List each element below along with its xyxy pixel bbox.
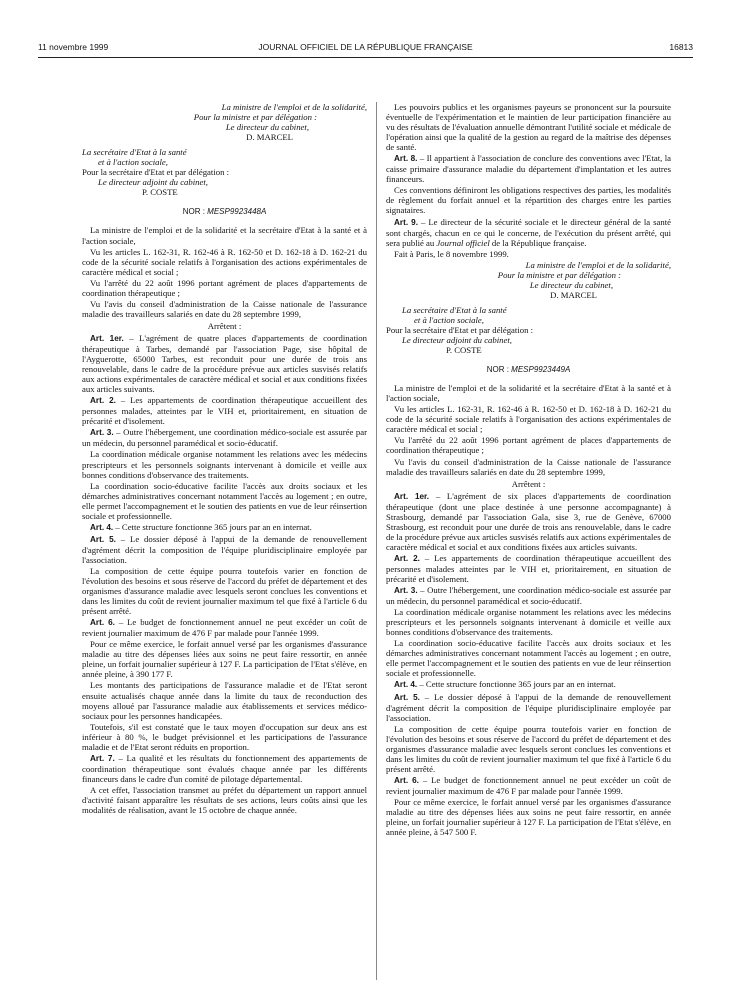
right-signature-secretary <box>386 305 671 355</box>
intro-paragraph: Vu l'arrêté du 22 août 1996 portant agrément de places d'appartements de coordination thérapeutique ; <box>386 435 671 456</box>
article-heading: Art. 6. <box>90 618 115 628</box>
article-1 <box>82 333 367 394</box>
article-text: – Le directeur de la sécurité sociale et le directeur général de la santé sont chargés, chacun en ce qui le concerne, de l'exécution du présent arrêté, qui sera publié au <box>386 216 671 248</box>
article-paragraph: La composition de cette équipe pourra toutefois varier en fonction de l'évolution des besoins et sous réserve de l'accord du préfet de département et des organismes d'assurance maladie avec lesquels seront conclues les conventions et dans les limites du coût de revient journalier maximum tel que fixé à l'article 6 du présent arrêté. <box>386 723 671 774</box>
sig-line: Le directeur adjoint du cabinet, <box>402 335 512 346</box>
nor-label: NOR : <box>486 365 509 375</box>
article-heading: Art. 2. <box>394 553 420 563</box>
article-4 <box>386 679 671 690</box>
sig-line: La secrétaire d'Etat à la santé <box>82 147 187 158</box>
article-paragraph: Pour ce même exercice, le forfait annuel versé par les organismes d'assurance maladie au titre des dépenses liées aux soins ne peut faire ressortir, en année pleine, un forfait journalier supérieur à 127 F. La participation de l'Etat s'élève, en année pleine, à 547 500 F. <box>386 797 671 838</box>
article-heading: Art. 1er. <box>90 333 124 343</box>
fait-a-paris: Fait à Paris, le 8 novembre 1999. <box>394 248 509 259</box>
article-text: – Outre l'hébergement, une coordination médico-sociale est assurée par un médecin, du personnel paramédical et socio-éducatif. <box>82 427 367 449</box>
article-heading: Art. 1er. <box>394 491 430 501</box>
arretent-heading: Arrêtent : <box>511 478 546 489</box>
header-rule <box>38 57 693 58</box>
article-3 <box>386 585 671 606</box>
article-text: – Cette structure fonctionne 365 jours par an en internat. <box>113 521 312 532</box>
sig-line: et à l'action sociale, <box>414 314 484 325</box>
article-text: – Le dossier déposé à l'appui de la demande de renouvellement d'agrément décrit la composition de l'équipe pluridisciplinaire employée par l'association. <box>82 533 367 565</box>
sig-line: Pour la ministre et par délégation : <box>193 112 317 123</box>
column-divider <box>376 102 377 980</box>
article-heading: Art. 5. <box>394 692 420 702</box>
article-paragraph: La coordination socio-éducative facilite l'accès aux droits sociaux et les démarches administratives concernant notamment l'accès au logement ; en outre, elle permet l'accompagnement et le soutien des patients en vue de leur réinsertion sociale et professionnelle. <box>386 638 671 679</box>
header-journal-title: JOURNAL OFFICIEL DE LA RÉPUBLIQUE FRANÇAISE <box>258 42 473 52</box>
article-6 <box>82 617 367 638</box>
article-paragraph: La coordination socio-éducative facilite l'accès aux droits sociaux et les démarches administratives concernant notamment l'accès au logement ; en outre, elle permet l'accompagnement et le soutien des patients en vue de leur réinsertion sociale et professionnelle. <box>82 480 367 521</box>
article-paragraph: Ces conventions définiront les obligations respectives des parties, les modalités de règlement du forfait annuel et la répartition des charges entre les parties signataires. <box>386 185 671 216</box>
article-9 <box>386 217 671 248</box>
arretent-heading: Arrêtent : <box>207 320 242 331</box>
sig-line: La ministre de l'emploi et de la solidarité, <box>221 102 367 112</box>
article-text: – Les appartements de coordination thérapeutique accueillent des personnes malades, atteintes par le VIH et, prioritairement, en situation de précarité et d'isolement. <box>82 395 367 427</box>
article-8 <box>386 153 671 184</box>
article-text: – Le budget de fonctionnement annuel ne peut excéder un coût de revient journalier maximum de 476 F par malade pour l'année 1999. <box>82 617 367 639</box>
article-paragraph: A cet effet, l'association transmet au préfet du département un rapport annuel d'activité faisant apparaître les résultats de ses actions, leurs coûts ainsi que les modalités de réalisation, avant le 15 octobre de chaque année. <box>82 784 367 816</box>
sig-line: P. COSTE <box>142 187 178 198</box>
article-text: – Les appartements de coordination thérapeutique accueillent des personnes malades atteintes par le VIH et, prioritairement, en situation de précarité et d'isolement. <box>386 552 671 585</box>
right-column <box>386 102 671 838</box>
sig-line: D. MARCEL <box>550 289 597 300</box>
article-6 <box>386 775 671 796</box>
article-paragraph: La composition de cette équipe pourra toutefois varier en fonction de l'évolution des besoins et sous réserve de l'accord du préfet de département et des organismes d'assurance maladie avec lesquels seront conclues les conventions et dans les limites du coût de revient journalier maximum tel que fixé à l'article 6 du présent arrêté. <box>82 565 367 617</box>
article-text: – Le dossier déposé à l'appui de la demande de renouvellement d'agrément décrit la composition de l'équipe pluridisciplinaire employée par l'association. <box>386 691 671 723</box>
article-paragraph: Toutefois, s'il est constaté que le taux moyen d'occupation sur deux ans est inférieur à 80 %, le budget prévisionnel et les participations de l'assurance maladie et de l'Etat seront réduits en proportion. <box>82 721 367 752</box>
page-header <box>38 42 693 56</box>
article-text: – La qualité et les résultats du fonctionnement des appartements de coordination thérapeutique sont évalués chaque année par les différents financeurs dans le cadre d'un comité de pilotage départemental. <box>82 752 367 784</box>
intro-paragraph: Vu l'arrêté du 22 août 1996 portant agrément de places d'appartements de coordination thérapeutique ; <box>82 277 367 298</box>
intro-paragraph: Vu les articles L. 162-31, R. 162-46 à R. 162-50 et D. 162-18 à D. 162-21 du code de la sécurité sociale relatifs à l'organisation des actions expérimentales de caractère médical et social ; <box>386 404 671 435</box>
sig-line: Le directeur du cabinet, <box>529 279 613 290</box>
article-text: – Le budget de fonctionnement annuel ne peut excéder un coût de revient journalier maximum de 476 F par malade pour l'année 1999. <box>386 774 671 796</box>
article-text: – L'agrément de six places d'appartements de coordination thérapeutique (dont une place destinée à une personne accompagnante) à Strasbourg, demandé par l'association Gala, sise 3, rue de Genève, 67000 Strasbourg, est reconduit pour une durée de trois ans renouvelable, dans le cadre de la procédure prévue aux articles susvisés relatifs aux actions expérimentales de caractère médical et social et aux conditions fixées aux articles suivants. <box>386 490 671 552</box>
article-heading: Art. 5. <box>90 534 116 544</box>
right-signature-minister <box>386 260 671 300</box>
nor-reference <box>82 207 367 217</box>
left-column <box>82 102 367 816</box>
article-heading: Art. 4. <box>394 680 418 690</box>
sig-line: La ministre de l'emploi et de la solidarité, <box>525 259 671 270</box>
article-heading: Art. 4. <box>90 522 114 532</box>
sig-line: Pour la secrétaire d'Etat et par délégation : <box>82 167 230 178</box>
header-page-number: 16813 <box>669 42 693 52</box>
intro-paragraph: La ministre de l'emploi et de la solidarité et la secrétaire d'Etat à la santé et à l'action sociale, <box>386 383 671 404</box>
sig-line: La secrétaire d'Etat à la santé <box>402 304 507 315</box>
article-5 <box>82 534 367 565</box>
nor-code: MESP9923449A <box>511 365 571 375</box>
journal-officiel-ref: Journal officiel <box>436 237 490 248</box>
sig-line: Le directeur du cabinet, <box>225 122 309 133</box>
intro-paragraph: La ministre de l'emploi et de la solidarité et la secrétaire d'Etat à la santé et à l'action sociale, <box>82 225 367 246</box>
article-5 <box>386 692 671 723</box>
sig-line: Le directeur adjoint du cabinet, <box>98 177 208 188</box>
left-signature-minister <box>82 102 367 142</box>
left-signature-secretary <box>82 147 367 197</box>
article-text: de la République française. <box>489 237 587 248</box>
article-heading: Art. 2. <box>90 396 116 406</box>
article-paragraph: Pour ce même exercice, le forfait annuel versé par les organismes d'assurance maladie au titre des dépenses liées aux soins ne peut faire ressortir, en année pleine, un forfait journalier supérieur à 127 F. La participation de l'Etat s'élève, en année pleine, à 390 177 F. <box>82 639 367 680</box>
nor-code: MESP9923448A <box>207 207 267 217</box>
article-2 <box>386 553 671 584</box>
sig-line: P. COSTE <box>446 345 482 356</box>
article-1 <box>386 491 671 552</box>
article-heading: Art. 9. <box>394 217 419 227</box>
article-heading: Art. 8. <box>394 154 418 164</box>
article-paragraph: Les pouvoirs publics et les organismes payeurs se prononcent sur la poursuite éventuelle de l'expérimentation et le maintien de leur participation financière au vu des résultats de l'évaluation annuelle démontrant l'utilité sociale et médicale de l'opération ainsi que la qualité de la gestion au regard de la maîtrise des dépenses de santé. <box>386 102 671 153</box>
sig-line: Pour la secrétaire d'Etat et par délégation : <box>386 324 534 335</box>
header-date: 11 novembre 1999 <box>38 42 109 52</box>
nor-label: NOR : <box>182 207 205 217</box>
article-heading: Art. 6. <box>394 775 419 785</box>
article-text: – Il appartient à l'association de conclure des conventions avec l'Etat, la caisse primaire d'assurance maladie du département d'implantation et les autres financeurs. <box>386 153 671 185</box>
article-paragraph: Les montants des participations de l'assurance maladie et de l'Etat seront ensuite actualisés chaque année dans la limite du taux de reconduction des moyens alloué par l'assurance maladie aux établissements et services médico-sociaux pour les personnes handicapées. <box>82 680 367 721</box>
article-7 <box>82 753 367 784</box>
sig-line: D. MARCEL <box>246 132 293 143</box>
article-text: – L'agrément de quatre places d'appartements de coordination thérapeutique à Tarbes, demandé par l'association Page, sise hôpital de l'Ayguerotte, 65000 Tarbes, est reconduit pour une durée de trois ans renouvelable, dans le cadre de la procédure prévue aux articles susvisés relatifs aux actions expérimentales de caractère médical et social et aux conditions fixées aux articles suivants. <box>82 332 367 395</box>
article-paragraph: La coordination médicale organise notamment les relations avec les médecins prescripteurs et les personnels soignants intervenant à domicile et veille aux bonnes conditions d'observance des traitements. <box>82 449 367 480</box>
article-3 <box>82 427 367 448</box>
intro-paragraph: Vu l'avis du conseil d'administration de la Caisse nationale de l'assurance maladie des travailleurs salariés en date du 28 septembre 1999, <box>82 298 367 319</box>
article-text: – Cette structure fonctionne 365 jours par an en internat. <box>417 679 616 690</box>
intro-paragraph: Vu l'avis du conseil d'administration de la Caisse nationale de l'assurance maladie des travailleurs salariés en date du 28 septembre 1999, <box>386 456 671 477</box>
nor-reference <box>386 365 671 375</box>
article-2 <box>82 395 367 426</box>
article-text: – Outre l'hébergement, une coordination médico-sociale est assurée par un médecin, du personnel paramédical et socio-éducatif. <box>386 585 671 607</box>
sig-line: Pour la ministre et par délégation : <box>497 269 621 280</box>
article-paragraph: La coordination médicale organise notamment les relations avec les médecins prescripteurs et les personnels soignants intervenant à domicile et veille aux bonnes conditions d'observance des traitements. <box>386 607 671 638</box>
article-heading: Art. 3. <box>90 428 114 438</box>
intro-paragraph: Vu les articles L. 162-31, R. 162-46 à R. 162-50 et D. 162-18 à D. 162-21 du code de la sécurité sociale relatifs à l'organisation des actions expérimentales de caractère médical et social ; <box>82 246 367 277</box>
sig-line: et à l'action sociale, <box>98 157 168 168</box>
article-heading: Art. 7. <box>90 753 115 763</box>
article-4 <box>82 522 367 533</box>
article-heading: Art. 3. <box>394 586 418 596</box>
